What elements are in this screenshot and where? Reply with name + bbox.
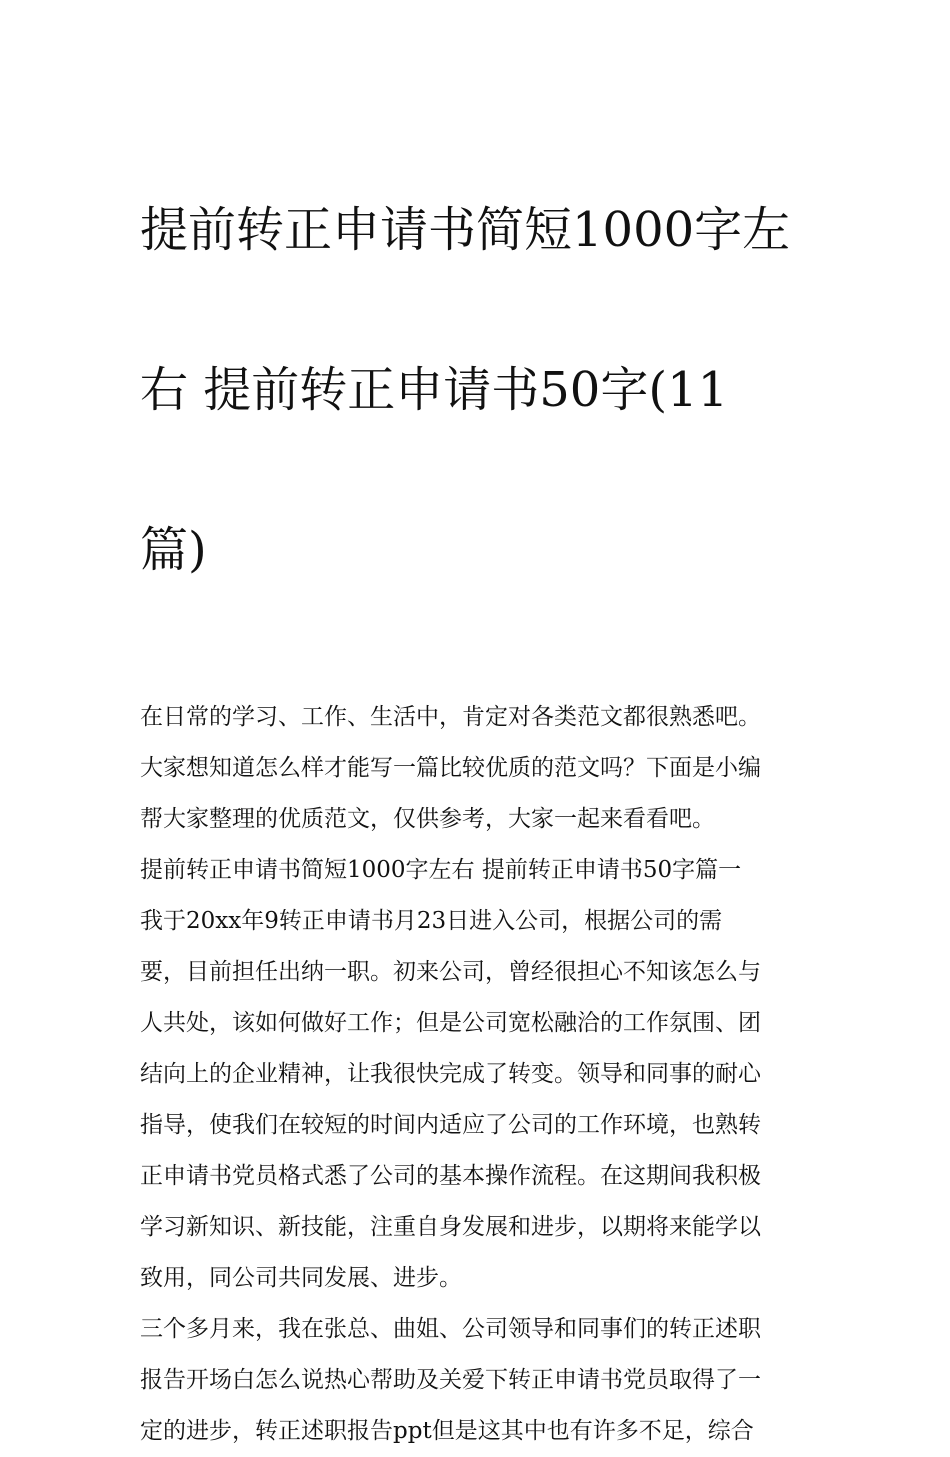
text-line: 报告开场白怎么说热心帮助及关爱下转正申请书党员取得了一 — [140, 1367, 761, 1393]
document-page — [140, 110, 812, 1457]
body-paragraph — [140, 1304, 812, 1457]
text-line: 定的进步，转正述职报告ppt但是这其中也有许多不足，综合 — [140, 1418, 754, 1444]
title-line: 提前转正申请书简短1000字左 — [140, 202, 791, 258]
text-line: 我于20xx年9转正申请书月23日进入公司，根据公司的需 — [140, 908, 723, 934]
text-line: 致用，同公司共同发展、进步。 — [140, 1265, 462, 1291]
title-line: 篇) — [140, 522, 207, 578]
intro-paragraph — [140, 692, 812, 845]
text-line: 三个多月来，我在张总、曲姐、公司领导和同事们的转正述职 — [140, 1316, 761, 1342]
text-line: 帮大家整理的优质范文，仅供参考，大家一起来看看吧。 — [140, 806, 715, 832]
section-heading — [140, 845, 812, 896]
title-line: 右 提前转正申请书50字(11 — [140, 362, 729, 418]
document-title — [140, 110, 812, 670]
body-paragraph — [140, 896, 812, 1304]
text-line: 学习新知识、新技能，注重自身发展和进步，以期将来能学以 — [140, 1214, 761, 1240]
text-line: 指导，使我们在较短的时间内适应了公司的工作环境，也熟转 — [140, 1112, 761, 1138]
text-line: 人共处，该如何做好工作；但是公司宽松融洽的工作氛围、团 — [140, 1010, 761, 1036]
text-line: 提前转正申请书简短1000字左右 提前转正申请书50字篇一 — [140, 857, 742, 883]
text-line: 结向上的企业精神，让我很快完成了转变。领导和同事的耐心 — [140, 1061, 761, 1087]
text-line: 要，目前担任出纳一职。初来公司，曾经很担心不知该怎么与 — [140, 959, 761, 985]
text-line: 大家想知道怎么样才能写一篇比较优质的范文吗？下面是小编 — [140, 755, 761, 781]
text-line: 正申请书党员格式悉了公司的基本操作流程。在这期间我积极 — [140, 1163, 761, 1189]
text-line: 在日常的学习、工作、生活中，肯定对各类范文都很熟悉吧。 — [140, 704, 761, 730]
document-body — [140, 692, 812, 1457]
